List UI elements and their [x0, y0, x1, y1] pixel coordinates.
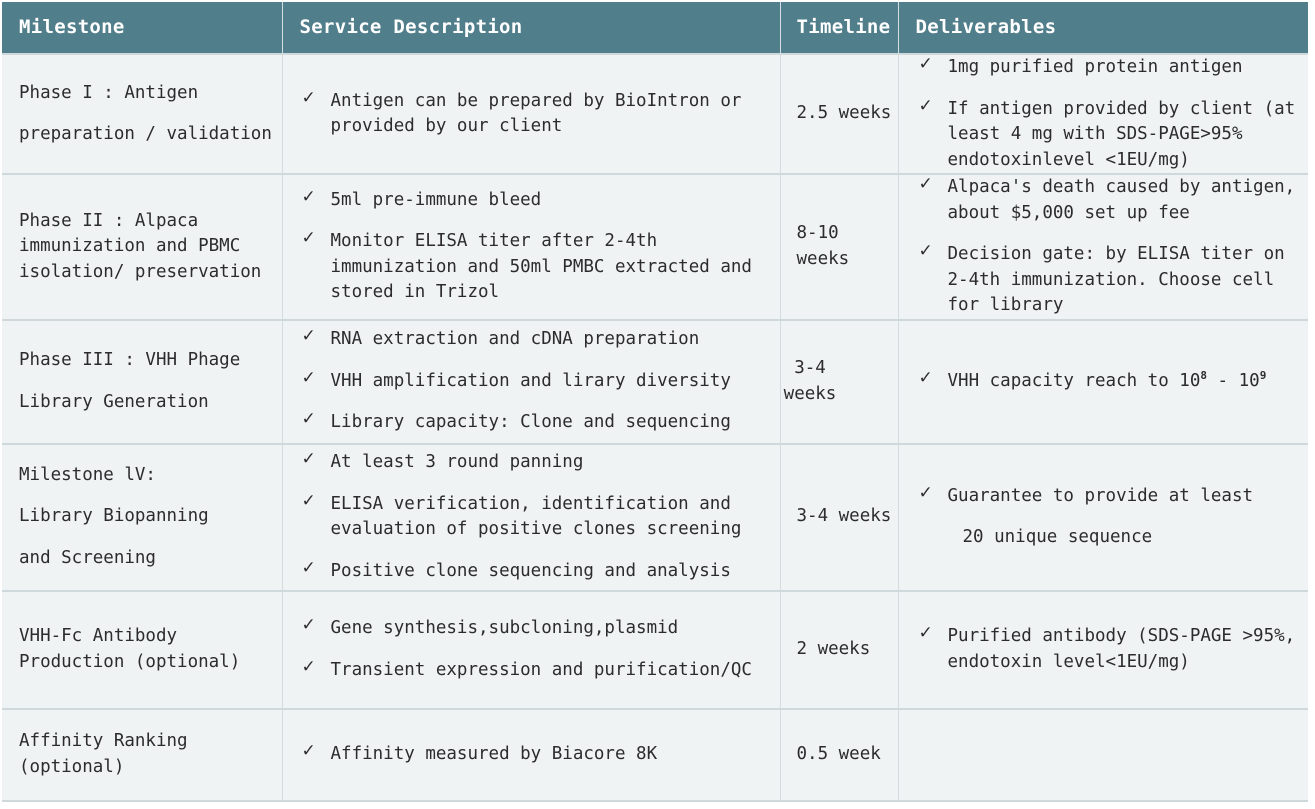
service-milestone-table [2, 2, 1308, 802]
timeline-cell [780, 174, 898, 320]
header-service-description: Service Description [282, 2, 780, 54]
milestone-line: Phase III : VHH Phage [19, 350, 241, 370]
list-item: ✓ Monitor ELISA titer after 2-4th immunization and 50ml PMBC extracted and stored in Trizol [301, 228, 752, 303]
milestone-text: VHH-Fc Antibody Production (optional) [19, 626, 241, 672]
list-item: ✓ Gene synthesis,subcloning,plasmid [301, 615, 679, 638]
table-row [2, 709, 1308, 801]
list-item: ✓ If antigen provided by client (at least 4 mg with SDS-PAGE>95% endotoxinlevel <1EU/mg) [918, 95, 1296, 170]
list-item: ✓ Alpaca's death caused by antigen, about $5,000 set up fee [918, 174, 1296, 223]
deliverables-cell [898, 444, 1308, 591]
check-mark-icon: ✓ [301, 186, 316, 207]
check-mark-icon: ✓ [301, 490, 316, 511]
milestone-cell [2, 591, 282, 709]
milestone-cell [2, 709, 282, 801]
timeline-text: 8-10 weeks [796, 223, 850, 269]
milestone-line: Milestone lV: [19, 464, 156, 485]
deliverables-cell [898, 591, 1308, 709]
milestone-line: preparation / validation [19, 124, 272, 144]
milestone-cell [2, 320, 282, 444]
list-item: ✓ Antigen can be prepared by BioIntron or provided by our client [301, 87, 742, 136]
table-row [2, 174, 1308, 320]
list-item: ✓ Library capacity: Clone and sequencing [301, 409, 731, 433]
check-mark-icon: ✓ [301, 656, 316, 677]
list-item: ✓ 5ml pre-immune bleed [301, 186, 542, 210]
check-mark-icon: ✓ [918, 54, 933, 74]
table-row [2, 591, 1308, 709]
deliverable-continuation: 20 unique sequence [962, 527, 1153, 547]
deliverables-cell-empty [898, 709, 1308, 801]
deliverables-cell [898, 54, 1308, 174]
list-item: ✓ Decision gate: by ELISA titer on 2-4th immunization. Choose cell for library [918, 241, 1285, 315]
milestone-cell [2, 174, 282, 320]
list-item: ✓ Guarantee to provide at least [918, 482, 1254, 506]
header-deliverables: Deliverables [898, 2, 1308, 54]
service-description-cell [282, 709, 780, 801]
check-mark-icon: ✓ [918, 174, 933, 194]
header-milestone: Milestone [2, 2, 282, 54]
table-row [2, 320, 1308, 444]
list-item: ✓ Affinity measured by Biacore 8K [301, 740, 658, 764]
table-row [2, 444, 1308, 591]
milestone-text: Phase II : Alpaca immunization and PBMC isolation/ preservation [19, 210, 262, 282]
header-timeline: Timeline [780, 2, 898, 54]
timeline-cell: 2.5 weeks [780, 54, 898, 174]
check-mark-icon: ✓ [301, 326, 316, 347]
timeline-cell: 3-4 weeks [780, 444, 898, 591]
service-description-cell [282, 54, 780, 174]
list-item: ✓ Positive clone sequencing and analysis [301, 557, 731, 581]
service-description-cell [282, 444, 780, 591]
milestone-line: Phase I : Antigen [19, 82, 199, 103]
check-mark-icon: ✓ [918, 482, 933, 503]
service-description-cell [282, 320, 780, 444]
deliverables-cell [898, 320, 1308, 444]
list-item: ✓ VHH capacity reach to $10^8 - 10^9$ [918, 367, 1267, 391]
list-item: ✓ 1mg purified protein antigen [918, 54, 1243, 77]
list-item: ✓ Transient expression and purification/QC [301, 656, 752, 680]
timeline-cell: 2 weeks [780, 591, 898, 709]
service-description-cell [282, 174, 780, 320]
list-item: ✓ VHH amplification and lirary diversity [301, 367, 731, 391]
check-mark-icon: ✓ [301, 228, 316, 249]
timeline-cell [780, 320, 898, 444]
milestone-line: Library Generation [19, 391, 209, 412]
check-mark-icon: ✓ [301, 740, 316, 761]
milestone-text: Affinity Ranking (optional) [19, 731, 188, 777]
milestone-line: and Screening [19, 547, 156, 568]
list-item: ✓ RNA extraction and cDNA preparation [301, 326, 700, 350]
check-mark-icon: ✓ [301, 449, 316, 469]
milestone-line: Library Biopanning [19, 506, 209, 527]
check-mark-icon: ✓ [918, 241, 933, 261]
list-item: ✓ At least 3 round panning [301, 449, 584, 472]
milestone-cell [2, 54, 282, 174]
check-mark-icon: ✓ [301, 557, 316, 578]
list-item: ✓ ELISA verification, identification and evaluation of positive clones screening [301, 490, 742, 539]
check-mark-icon: ✓ [301, 615, 316, 635]
deliverables-cell [898, 174, 1308, 320]
timeline-cell: 0.5 week [780, 709, 898, 801]
service-description-cell [282, 591, 780, 709]
list-item: ✓ Purified antibody (SDS-PAGE >95%, endotoxin level<1EU/mg) [918, 623, 1296, 672]
milestone-cell [2, 444, 282, 591]
check-mark-icon: ✓ [918, 95, 933, 116]
check-mark-icon: ✓ [918, 367, 933, 388]
check-mark-icon: ✓ [918, 623, 933, 643]
table-header-row [2, 2, 1308, 54]
timeline-text: 3-4 weeks [783, 358, 837, 404]
check-mark-icon: ✓ [301, 367, 316, 388]
check-mark-icon: ✓ [301, 87, 316, 108]
check-mark-icon: ✓ [301, 409, 316, 430]
table-row [2, 54, 1308, 174]
